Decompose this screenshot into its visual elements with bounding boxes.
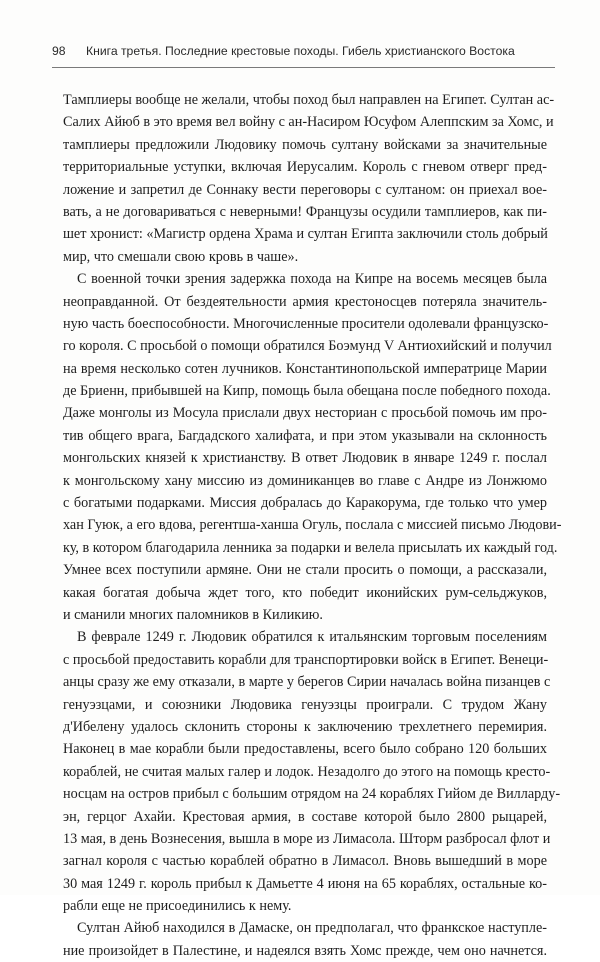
text-line: с просьбой предоставить корабли для транспортировки войск в Египет. Венеци-: [63, 651, 549, 668]
text-line: Наконец в мае корабли были предоставлены, всего было собрано 120 больших: [63, 741, 547, 758]
text-line: и сманили многих паломников в Киликию.: [63, 606, 323, 623]
text-line: хан Гуюк, а его вдова, регентша-ханша Огуль, послала с миссией письмо Людови-: [63, 517, 562, 534]
text-line: носцам на остров прибыл с большим отрядом на 24 кораблях Гийом де Вилларду-: [63, 786, 561, 803]
text-line: де Бриенн, прибывшей на Кипр, помощь была обещана после победного похода.: [63, 383, 551, 400]
running-header: [52, 44, 555, 58]
text-line: ную часть боеспособности. Многочисленные просители одолевали французско-: [63, 315, 549, 332]
text-line: 30 мая 1249 г. король прибыл к Дамьетте 4 июня на 65 кораблях, остальные ко-: [63, 875, 547, 892]
text-line: тамплиеры предложили Людовику помочь султану войсками за значительные: [63, 136, 547, 153]
text-line: В феврале 1249 г. Людовик обратился к итальянским торговым поселениям: [77, 629, 547, 646]
text-line: д'Ибелену удалось склонить стороны к заключению трехлетнего перемирия.: [63, 718, 547, 735]
page-number: 98: [52, 44, 66, 58]
header-rule: [52, 67, 555, 68]
text-line: ние произойдет в Палестине, и надеялся взять Хомс прежде, чем оно начнется.: [63, 942, 547, 959]
text-line: неоправданной. От бездеятельности армия крестоносцев потеряла значитель-: [63, 293, 547, 310]
text-line: 13 мая, в день Вознесения, вышла в море из Лимасола. Шторм разбросал флот и: [63, 830, 551, 847]
text-line: Умнее всех поступили армяне. Они не стали просить о помощи, а рассказали,: [63, 562, 547, 579]
text-line: шет хронист: «Магистр ордена Храма и султан Египта заключили столь добрый: [63, 226, 548, 243]
text-line: генуэзцами, и союзники Людовика генуэзцы проиграли. С трудом Жану: [63, 696, 547, 713]
text-line: ку, в котором благодарила ленника за подарки и велела присылать их каждый год.: [63, 539, 558, 556]
text-line: Тамплиеры вообще не желали, чтобы поход был направлен на Египет. Султан ас-: [63, 92, 555, 108]
text-line: территориальные уступки, включая Иерусалим. Король с гневом отверг пред-: [63, 159, 547, 176]
text-line: Султан Айюб находился в Дамаске, он предполагал, что франкское наступле-: [77, 920, 547, 937]
text-line: вать, а не договариваться с неверными! Французы осудили тамплиеров, как пи-: [63, 203, 547, 220]
text-line: го короля. С просьбой о помощи обратился Боэмунд V Антиохийский и получил: [63, 338, 552, 355]
text-line: тив общего врага, Багдадского халифата, и при этом указывали на склонность: [63, 427, 547, 444]
text-line: Салих Айюб в это время вел войну с ан-Насиром Юсуфом Алеппским за Хомс, и: [63, 114, 554, 131]
running-title: Книга третья. Последние крестовые походы. Гибель христианского Востока: [86, 44, 515, 58]
text-line: эн, герцог Ахайи. Крестовая армия, в составе которой было 2800 рыцарей,: [63, 808, 547, 825]
text-line: с богатыми подарками. Миссия добралась до Каракорума, где только что умер: [63, 495, 547, 512]
text-line: рабли еще не присоединились к нему.: [63, 898, 292, 915]
text-line: загнал короля с частью кораблей обратно в Лимасол. Вновь вышедший в море: [63, 853, 547, 870]
text-line: Даже монголы из Мосула прислали двух несториан с просьбой помочь им про-: [63, 405, 547, 422]
text-line: ложение и запретил де Соннаку вести переговоры с султаном: он приехал вое-: [63, 181, 547, 198]
text-line: на время несколько сотен лучников. Константинопольской императрице Марии: [63, 360, 547, 377]
body-text: [63, 89, 562, 962]
text-line: мир, что смешали свою кровь в чаше».: [63, 248, 299, 265]
text-line: монгольских князей к христианству. В ответ Людовик в январе 1249 г. послал: [63, 450, 547, 467]
text-line: к монгольскому хану миссию из доминиканцев во главе с Андре из Лонжюмо: [63, 472, 547, 489]
text-line: С военной точки зрения задержка похода на Кипре на восемь месяцев была: [77, 271, 547, 288]
text-line: кораблей, не считая малых галер и лодок. Незадолго до этого на помощь кресто-: [63, 763, 551, 780]
text-line: какая богатая добыча ждет того, кто победит иконийских рум-сельджуков,: [63, 584, 547, 601]
text-line: анцы сразу же ему отказали, в марте у берегов Сирии началась война пизанцев с: [63, 674, 551, 691]
